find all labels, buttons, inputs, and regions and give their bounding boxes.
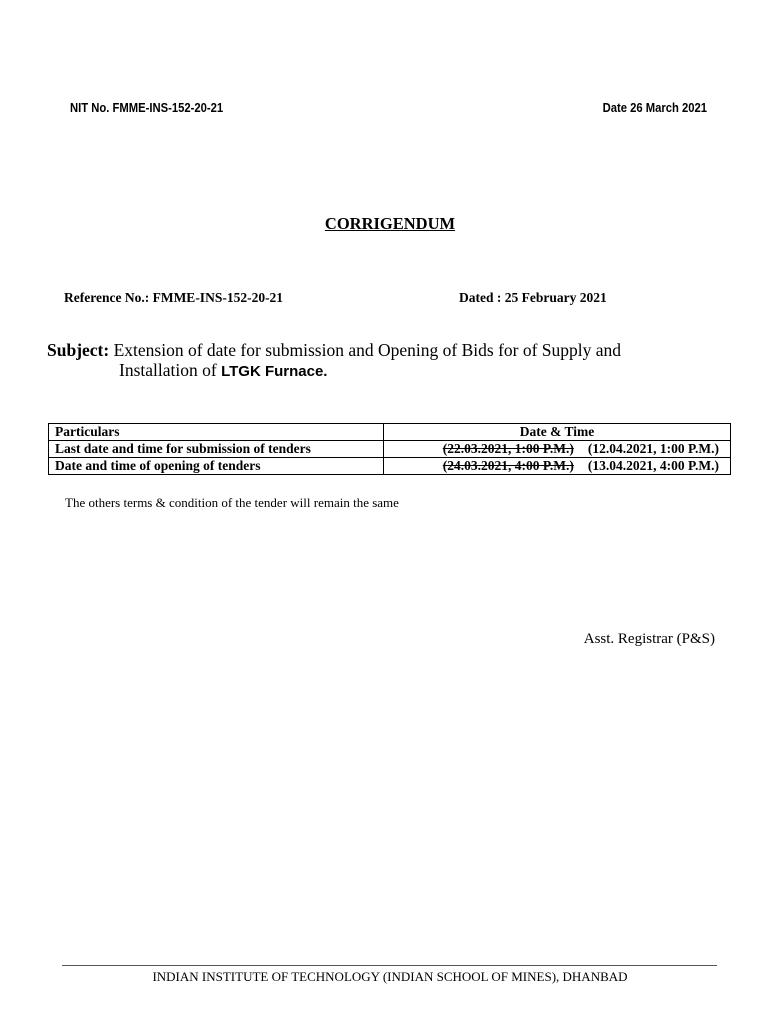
signatory: Asst. Registrar (P&S) [583, 631, 715, 647]
dates-table [48, 423, 731, 475]
old-date: (22.03.2021, 1:00 P.M.) [442, 441, 574, 456]
subject-line2-prefix: Installation of [119, 360, 222, 380]
terms-note: The others terms & condition of the tender will remain the same [65, 495, 399, 510]
subject-item: LTGK Furnace. [221, 363, 328, 380]
table-row [49, 458, 731, 475]
subject-line1: Extension of date for submission and Opening of Bids for of Supply and [113, 340, 622, 360]
row-particular: Last date and time for submission of tenders [49, 441, 384, 458]
table-header-row [49, 424, 731, 441]
header-particulars: Particulars [49, 424, 384, 441]
old-date: (24.03.2021, 4:00 P.M.) [442, 458, 574, 473]
row-date-time [384, 458, 731, 475]
new-date: (12.04.2021, 1:00 P.M.) [587, 441, 719, 456]
subject-block [47, 340, 622, 380]
subject-line2 [119, 360, 327, 382]
document-title: CORRIGENDUM [324, 214, 456, 233]
row-date-time [384, 441, 731, 458]
new-date: (13.04.2021, 4:00 P.M.) [587, 458, 719, 473]
subject-label: Subject: [47, 340, 110, 360]
header-date-time: Date & Time [384, 424, 731, 441]
footer-divider [62, 965, 717, 966]
nit-number: NIT No. FMME-INS-152-20-21 [70, 101, 224, 115]
row-particular: Date and time of opening of tenders [49, 458, 384, 475]
footer-institute: INDIAN INSTITUTE OF TECHNOLOGY (INDIAN SCHOOL OF MINES), DHANBAD [152, 969, 628, 984]
issue-date: Date 26 March 2021 [602, 101, 707, 115]
reference-date: Dated : 25 February 2021 [459, 290, 607, 305]
table-row [49, 441, 731, 458]
reference-number: Reference No.: FMME-INS-152-20-21 [64, 290, 284, 305]
